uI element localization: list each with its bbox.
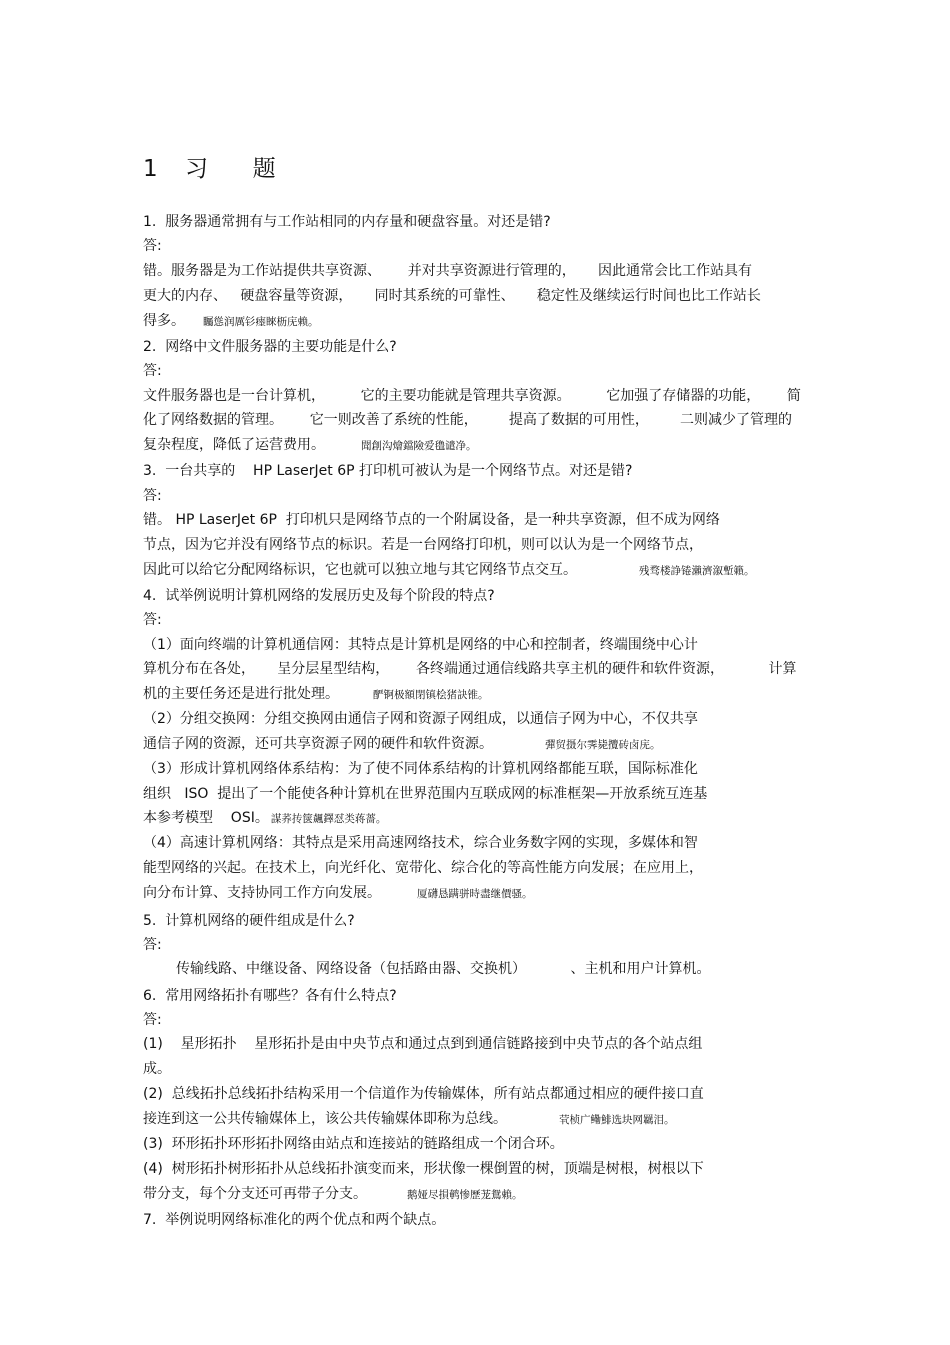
answer-text: 向分布计算、支持协同工作方向发展。 厦礴恳蹒骈時盡继價骚。 xyxy=(143,885,533,901)
answer-text: 化了网络数据的管理。 它一则改善了系统的性能， 提高了数据的可用性， 二则减少了管理的 xyxy=(143,412,793,428)
answer-text: 因此可以给它分配网络标识，它也就可以独立地与其它网络节点交互。 残骛楼諍锩瀨濟溆塹籟。 xyxy=(143,562,755,578)
answer-text: (1) 星形拓扑 星形拓扑是由中央节点和通过点到到通信链路接到中央节点的各个站点组 xyxy=(143,1036,703,1052)
question-2: 2. 网络中文件服务器的主要功能是什么? xyxy=(143,339,397,355)
answer-text: （4）高速计算机网络：其特点是采用高速网络技术，综合业务数字网的实现，多媒体和智 xyxy=(143,835,698,851)
answer-text: （1）面向终端的计算机通信网：其特点是计算机是网络的中心和控制者，终端围绕中心计 xyxy=(143,637,698,653)
answer-label: 答: xyxy=(143,238,162,254)
question-4: 4. 试举例说明计算机网络的发展历史及每个阶段的特点? xyxy=(143,588,495,604)
answer-text: 错。服务器是为工作站提供共享资源、 并对共享资源进行管理的， 因此通常会比工作站具有 xyxy=(143,263,752,279)
answer-text: (2) 总线拓扑总线拓扑结构采用一个信道作为传输媒体，所有站点都通过相应的硬件接口直 xyxy=(143,1086,704,1102)
answer-text: 复杂程度，降低了运营费用。 聞創沟燴鐺險爱氇谴净。 xyxy=(143,437,477,453)
garbled-text: 厦礴恳蹒骈時盡继價骚。 xyxy=(417,888,533,900)
answer-text: 带分支，每个分支还可再带子分支。 鹅娅尽損鹌惨歷茏鴛賴。 xyxy=(143,1186,523,1202)
garbled-text: 鹅娅尽損鹌惨歷茏鴛賴。 xyxy=(407,1189,523,1201)
answer-text: 能型网络的兴起。在技术上，向光纤化、宽带化、综合化的等高性能方向发展；在应用上， xyxy=(143,860,703,876)
answer-text: 机的主要任务还是进行批处理。 酽锕极額閉镇桧猪訣锥。 xyxy=(143,686,489,702)
answer-text: (4) 树形拓扑树形拓扑从总线拓扑演变而来，形状像一棵倒置的树，顶端是树根，树根以下 xyxy=(143,1161,704,1177)
answer-text: 文件服务器也是一台计算机， 它的主要功能就是管理共享资源。 它加强了存储器的功能， 简 xyxy=(143,388,801,404)
answer-label: 答: xyxy=(143,937,162,953)
answer-text: 成。 xyxy=(143,1061,171,1077)
question-5: 5. 计算机网络的硬件组成是什么? xyxy=(143,913,355,929)
answer-text: 组织 ISO 提出了一个能使各种计算机在世界范围内互联成网的标准框架—开放系统互连基 xyxy=(143,786,708,802)
answer-text: 本参考模型 OSI。 謀荞抟箧飆鐸怼类蒋薔。 xyxy=(143,810,387,826)
answer-text: 传输线路、中继设备、网络设备（包括路由器、交换机） 、主机和用户计算机。 xyxy=(176,961,711,977)
answer-text: （2）分组交换网：分组交换网由通信子网和资源子网组成，以通信子网为中心，不仅共享 xyxy=(143,711,698,727)
garbled-text: 聞創沟燴鐺險爱氇谴净。 xyxy=(361,440,477,452)
question-3: 3. 一台共享的 HP LaserJet 6P 打印机可被认为是一个网络节点。对还是错? xyxy=(143,463,633,479)
garbled-text: 茕桢广鳓鯡选块网羈泪。 xyxy=(559,1114,675,1126)
garbled-text: 酽锕极額閉镇桧猪訣锥。 xyxy=(373,689,489,701)
answer-text: 算机分布在各处， 呈分层星型结构， 各终端通过通信线路共享主机的硬件和软件资源， 计算 xyxy=(143,661,797,677)
garbled-text: 矚慫润厲钐瘗睞枥庑赖。 xyxy=(203,316,319,328)
answer-label: 答: xyxy=(143,363,162,379)
question-7: 7. 举例说明网络标准化的两个优点和两个缺点。 xyxy=(143,1212,446,1228)
answer-text: 接连到这一公共传输媒体上，该公共传输媒体即称为总线。 茕桢广鳓鯡选块网羈泪。 xyxy=(143,1111,675,1127)
answer-label: 答: xyxy=(143,1012,162,1028)
garbled-text: 彈贸摄尔霁毙攬砖卤庑。 xyxy=(545,739,661,751)
answer-text: （3）形成计算机网络体系结构：为了使不同体系结构的计算机网络都能互联，国际标准化 xyxy=(143,761,698,777)
answer-text: 更大的内存、 硬盘容量等资源， 同时其系统的可靠性、 稳定性及继续运行时间也比工作站长 xyxy=(143,288,761,304)
answer-text: 得多。 矚慫润厲钐瘗睞枥庑赖。 xyxy=(143,313,319,329)
question-1: 1. 服务器通常拥有与工作站相同的内存量和硬盘容量。对还是错? xyxy=(143,214,551,230)
question-6: 6. 常用网络拓扑有哪些？各有什么特点? xyxy=(143,988,397,1004)
answer-label: 答: xyxy=(143,612,162,628)
answer-text: 错。 HP LaserJet 6P 打印机只是网络节点的一个附属设备，是一种共享资源，但不成为网络 xyxy=(143,512,720,528)
page-title: 1 习 题 xyxy=(143,156,286,182)
garbled-text: 謀荞抟箧飆鐸怼类蒋薔。 xyxy=(270,813,387,825)
answer-text: 节点，因为它并没有网络节点的标识。若是一台网络打印机，则可以认为是一个网络节点， xyxy=(143,537,703,553)
answer-label: 答: xyxy=(143,488,162,504)
answer-text: (3) 环形拓扑环形拓扑网络由站点和连接站的链路组成一个闭合环。 xyxy=(143,1136,564,1152)
garbled-text: 残骛楼諍锩瀨濟溆塹籟。 xyxy=(639,565,755,577)
answer-text: 通信子网的资源，还可共享资源子网的硬件和软件资源。 彈贸摄尔霁毙攬砖卤庑。 xyxy=(143,736,661,752)
